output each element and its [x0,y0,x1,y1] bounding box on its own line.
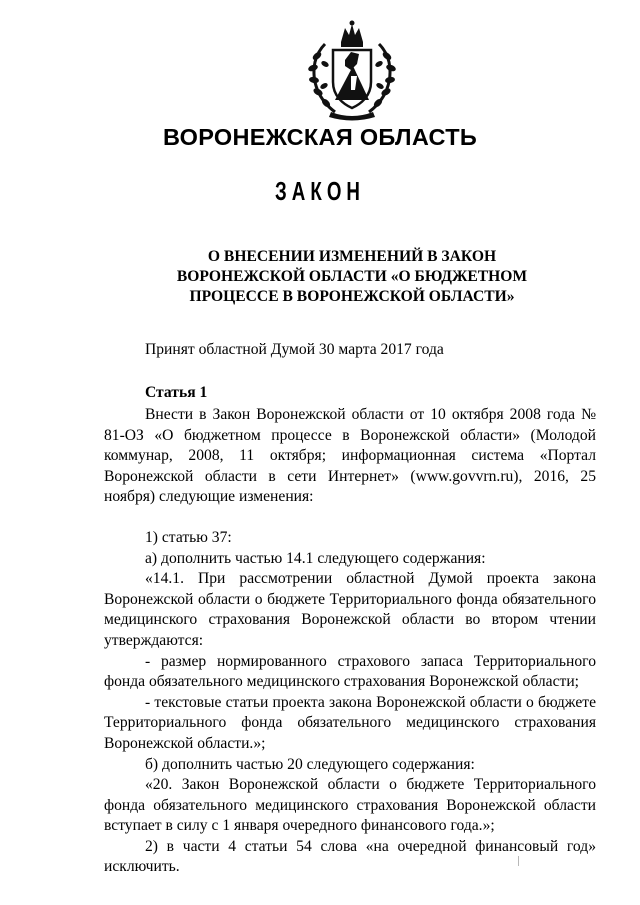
adoption-date: Принят областной Думой 30 марта 2017 года [145,341,444,358]
paragraph: «20. Закон Воронежской области о бюджете Территориального фонда обязательного медицинского страхования Воронежской области вступает в силу с 1 января очередного финансового года.»; [104,776,596,835]
paragraph: «14.1. При рассмотрении областной Думой проекта закона Воронежской области о бюджете Территориального фонда обязательного медицинского страхования Воронежской области во втором чтении утверждаются: [104,570,596,649]
law-title-line: ПРОЦЕССЕ В ВОРОНЕЖСКОЙ ОБЛАСТИ» [189,288,515,305]
coat-of-arms-icon [305,20,399,122]
paragraph: 1) статью 37: [145,528,232,546]
paragraph: - текстовые статьи проекта закона Воронежской области о бюджете Территориального фонда обязательного медицинского страхования Воронежской области.»; [104,693,596,752]
paragraph: а) дополнить частью 14.1 следующего содержания: [145,549,486,567]
paragraph: Внести в Закон Воронежской области от 10 октября 2008 года № 81-ОЗ «О бюджетном процессе в Воронежской области» (Молодой коммунар, 2008, 11 октября; информационная система «Портал Воронежской области в сети Интернет» (www.govvrn.ru), 2016, 25 ноября) следующие изменения: [104,406,596,506]
paragraph: - размер нормированного страхового запаса Территориального фонда обязательного медицинского страхования Воронежской области; [104,652,596,691]
law-title-line: ВОРОНЕЖСКОЙ ОБЛАСТИ «О БЮДЖЕТНОМ [176,268,528,285]
document-type: ЗАКОН [275,176,365,206]
article-body [104,405,596,878]
law-title-line: О ВНЕСЕНИИ ИЗМЕНЕНИЙ В ЗАКОН [207,248,497,265]
paragraph: 2) в части 4 статьи 54 слова «на очередной финансовый год» исключить. [104,837,596,876]
article-heading: Статья 1 [145,384,208,401]
paragraph: б) дополнить частью 20 следующего содержания: [145,755,475,773]
region-name: ВОРОНЕЖСКАЯ ОБЛАСТЬ [162,124,478,150]
law-title [0,247,640,307]
scan-mark [518,856,519,866]
